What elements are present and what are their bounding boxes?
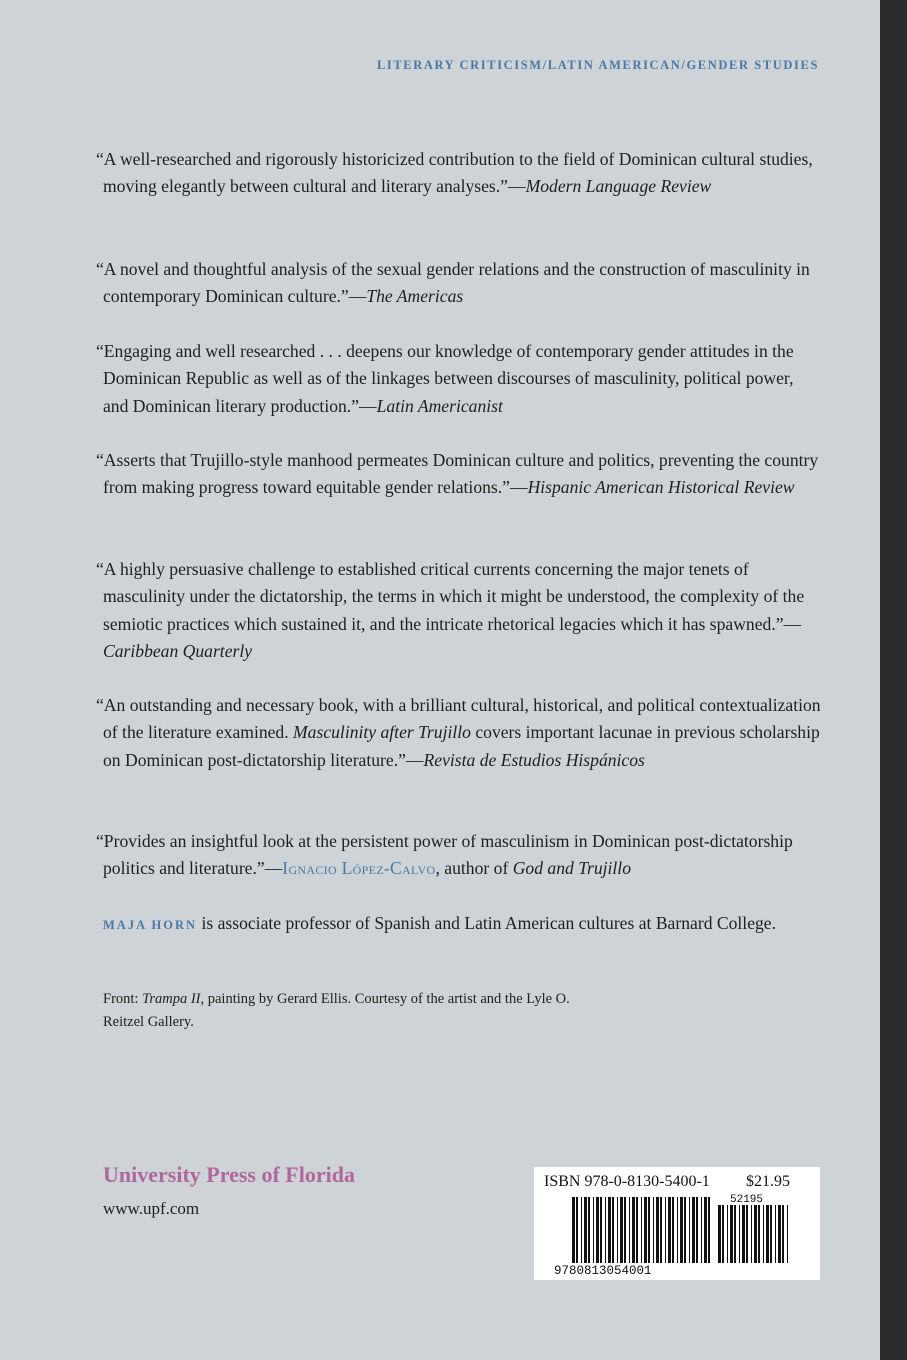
review-blurb-4: “Asserts that Trujillo-style manhood permeates Dominican culture and politics, preventing the country from making progress toward equitable gender relations.”—Hispanic American Historical Review	[96, 450, 819, 498]
barcode-bar	[704, 1197, 707, 1263]
review-source: Caribbean Quarterly	[103, 640, 253, 661]
barcode-bar	[680, 1197, 683, 1263]
ean-barcode-bars	[572, 1197, 710, 1263]
barcode-bar	[588, 1197, 590, 1263]
barcode-bar	[696, 1197, 698, 1263]
barcode-bar	[624, 1197, 626, 1263]
barcode-bar	[722, 1205, 724, 1263]
cover-credit: Front: Trampa II, painting by Gerard Ellis. Courtesy of the artist and the Lyle O. Reitzel Gallery.	[103, 991, 570, 1030]
review-source: Revista de Estudios Hispánicos	[423, 749, 645, 770]
barcode-bar	[653, 1197, 654, 1263]
barcode-bar	[632, 1197, 635, 1263]
review-blurb-5: “A highly persuasive challenge to established critical currents concerning the major tenets of masculinity under the dictatorship, the terms in which it might be understood, the complexity of the semiotic practices which sustained it, and the intricate rhetorical legacies which it has spawned.”—Caribbean Quarterly	[96, 559, 805, 661]
review-blurb-6: “An outstanding and necessary book, with a brilliant cultural, historical, and political contextualization of the literature examined. Masculinity after Trujillo covers important lacunae in previous scholarship on Dominican post-dictatorship literature.”—Revista de Estudios Hispánicos	[96, 695, 821, 770]
barcode-bar	[742, 1205, 745, 1263]
barcode-bar	[629, 1197, 630, 1263]
barcode-block	[534, 1167, 820, 1280]
barcode-bar	[684, 1197, 686, 1263]
barcode-bar	[692, 1197, 695, 1263]
review-source: Hispanic American Historical Review	[527, 477, 795, 498]
barcode-bar	[612, 1197, 614, 1263]
review-source: Latin Americanist	[376, 395, 503, 416]
review-blurb-3: “Engaging and well researched . . . deepens our knowledge of contemporary gender attitudes in the Dominican Republic as well as of the linkages between discourses of masculinity, political power, and Dominican literary production.”—Latin Americanist	[96, 341, 794, 416]
barcode-bar	[665, 1197, 666, 1263]
barcode-bar	[576, 1197, 578, 1263]
barcode-bar	[778, 1205, 781, 1263]
barcode-bar	[701, 1197, 702, 1263]
publisher-name: University Press of Florida	[103, 1162, 355, 1187]
barcode-bar	[656, 1197, 659, 1263]
barcode-bar	[605, 1197, 606, 1263]
price-text: $21.95	[746, 1173, 790, 1190]
price-barcode-bars	[718, 1205, 788, 1263]
reviewer-book-title: God and Trujillo	[512, 858, 631, 879]
barcode-bar	[608, 1197, 611, 1263]
barcode-bar	[746, 1205, 748, 1263]
review-source: The Americas	[366, 286, 464, 307]
book-spine	[880, 0, 907, 1360]
ean-digits: 9780813054001	[554, 1264, 652, 1278]
barcode-bar	[596, 1197, 599, 1263]
barcode-bar	[754, 1205, 757, 1263]
barcode-bar	[718, 1205, 721, 1263]
review-blurb-1: “A well-researched and rigorously historicized contribution to the field of Dominican cultural studies, moving elegantly between cultural and literary analyses.”—Modern Language Review	[96, 149, 813, 197]
barcode-bar	[648, 1197, 650, 1263]
reviewer-name: Ignacio López-Calvo	[282, 858, 436, 879]
isbn-text: ISBN 978-0-8130-5400-1	[544, 1173, 710, 1190]
painting-title: Trampa II,	[142, 991, 205, 1007]
barcode-bar	[782, 1205, 784, 1263]
barcode-bar	[584, 1197, 587, 1263]
barcode-bar	[770, 1205, 772, 1263]
barcode-bar	[660, 1197, 662, 1263]
barcode-bar	[677, 1197, 678, 1263]
barcode-bar	[617, 1197, 618, 1263]
barcode-bar	[689, 1197, 690, 1263]
barcode-bar	[641, 1197, 642, 1263]
barcode-graphic	[534, 1167, 820, 1280]
barcode-bar	[708, 1197, 710, 1263]
barcode-bar	[644, 1197, 647, 1263]
barcode-bar	[668, 1197, 671, 1263]
book-title: Masculinity after Trujillo	[293, 722, 471, 743]
barcode-bar	[672, 1197, 674, 1263]
barcode-bar	[620, 1197, 623, 1263]
author-name: MAJA HORN	[103, 918, 198, 932]
publisher-url: www.upf.com	[103, 1199, 200, 1218]
review-blurb-2: “A novel and thoughtful analysis of the sexual gender relations and the construction of masculinity in contemporary Dominican culture.”—The Americas	[96, 259, 810, 307]
barcode-bar	[787, 1205, 788, 1263]
barcode-bar	[739, 1205, 740, 1263]
barcode-bar	[751, 1205, 752, 1263]
author-bio: MAJA HORN is associate professor of Spanish and Latin American cultures at Barnard College.	[103, 913, 777, 933]
review-source: Modern Language Review	[525, 176, 712, 197]
barcode-bar	[581, 1197, 582, 1263]
price-code-digits: 52195	[730, 1194, 764, 1206]
barcode-bar	[727, 1205, 728, 1263]
barcode-bar	[636, 1197, 638, 1263]
barcode-bar	[766, 1205, 769, 1263]
barcode-bar	[734, 1205, 736, 1263]
category-label: LITERARY CRITICISM/LATIN AMERICAN/GENDER STUDIES	[376, 58, 819, 72]
barcode-bar	[600, 1197, 602, 1263]
barcode-bar	[763, 1205, 764, 1263]
barcode-bar	[730, 1205, 733, 1263]
barcode-bar	[593, 1197, 594, 1263]
barcode-bar	[758, 1205, 760, 1263]
barcode-bar	[775, 1205, 776, 1263]
review-blurb-7: “Provides an insightful look at the persistent power of masculinism in Dominican post-dictatorship politics and literature.”—Ignacio López-Calvo, author of God and Trujillo	[96, 831, 793, 879]
barcode-bar	[572, 1197, 575, 1263]
